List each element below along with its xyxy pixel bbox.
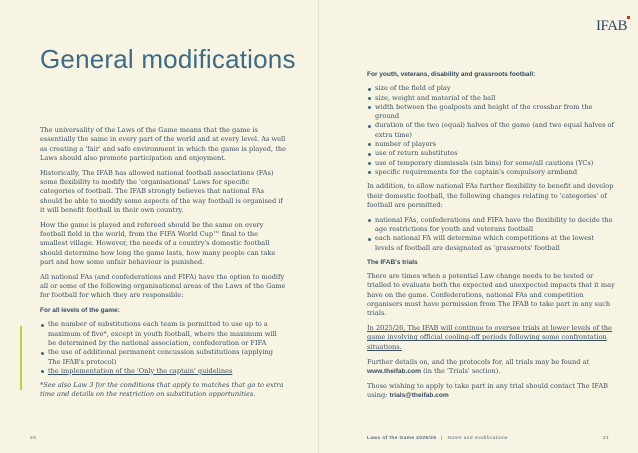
list-item: specific requirements for the captain's compulsory armband — [367, 168, 615, 177]
paragraph-historically: Historically, The IFAB has allowed national football associations (FAs) some flexibility to modify the 'organisational' Laws for specific categories of football. The IFAB strongly believes that national FAs should be able to modify some aspects of the way football is organised if it will benefit football in their own country. — [40, 168, 283, 214]
list-item: size, weight and material of the ball — [367, 94, 615, 103]
page-number-left: 20 — [30, 436, 37, 441]
logo-accent-mark — [627, 16, 630, 19]
youth-list — [367, 84, 615, 177]
left-column — [40, 126, 286, 405]
right-page — [319, 0, 638, 453]
footnote: *See also Law 3 for the conditions that apply to matches that go to extra time and details on the restriction on substitution opportunities. — [40, 381, 284, 399]
page-heading: General modifications — [40, 44, 296, 74]
list-item: the number of substitutions each team is permitted to use up to a maximum of five*, except in youth football, where the maximum will be determined by the national association, confederation or FIFA — [40, 320, 286, 348]
trials-heading: The IFAB's trials — [367, 258, 418, 266]
right-column — [367, 70, 615, 406]
footer-title — [367, 436, 508, 441]
further-details-suffix: (in the 'Trials' section). — [423, 366, 501, 375]
all-levels-heading: For all levels of the game: — [40, 307, 120, 315]
list-item: the use of additional permanent concussion substitutions (applying The IFAB's protocol) — [40, 348, 286, 367]
paragraph-how-game-played: How the game is played and refereed should be the same on every football field in the world, from the FIFA World Cup™ final to the smallest village. However, the needs of a country's domestic football should determine how long the game lasts, how many people can take part and how some unfair behaviour is punished. — [40, 220, 276, 266]
website-link[interactable]: www.theifab.com — [367, 367, 421, 375]
page-number-right: 21 — [603, 436, 610, 441]
captain-guidelines-link[interactable]: the implementation of the 'Only the captain' guidelines — [40, 367, 286, 376]
paragraph-contact — [367, 382, 615, 401]
list-item: use of temporary dismissals (sin bins) for some/all cautions (YCs) — [367, 159, 615, 168]
footer-separator: | — [441, 436, 443, 441]
paragraph-further-details — [367, 358, 615, 377]
list-item: national FAs, confederations and FIFA have the flexibility to decide the age restrictions for youth and veterans football — [367, 216, 615, 235]
margin-marker — [20, 326, 22, 390]
youth-heading: For youth, veterans, disability and grassroots football: — [367, 71, 536, 78]
paragraph-universality: The universality of the Laws of the Game means that the game is essentially the same in every part of the world and at every level. As well as creating a 'fair' and safe environment in which the game is played, the Laws should also promote participation and enjoyment. — [40, 126, 287, 162]
category-list — [367, 216, 615, 253]
list-item: number of players — [367, 140, 615, 149]
list-item: width between the goalposts and height of the crossbar from the ground — [367, 103, 615, 122]
contact-prefix: Those wishing to apply to take part in any trial should contact The IFAB using: — [367, 381, 608, 399]
list-item: size of the field of play — [367, 84, 615, 93]
list-item: each national FA will determine which competitions at the lowest levels of football are designated as 'grassroots' football — [367, 234, 615, 253]
footer-book-title: Laws of the Game 2025/26 — [367, 436, 437, 441]
all-levels-list — [40, 320, 286, 376]
trials-2025-link[interactable]: In 2025/26, The IFAB will continue to oversee trials at lower levels of the game involving official cooling-off periods following some confrontation situations. — [367, 324, 612, 351]
ifab-logo: IFAB — [596, 18, 628, 34]
paragraph-national-fas: All national FAs (and confederations and FIFA) have the option to modify all or some of the following organisational areas of the Laws of the Game for football for which they are responsible: — [40, 272, 286, 300]
footer-section: Notes and modifications — [447, 436, 508, 441]
paragraph-addition: In addition, to allow national FAs further flexibility to benefit and develop their domestic football, the following changes relating to 'categories' of football are permitted: — [367, 182, 614, 209]
paragraph-trials: There are times when a potential Law change needs to be tested or trialled to evaluate both the expected and unexpected impacts that it may have on the game. Confederations, national FAs and competition organisers must have permission from The IFAB to take part in any such trials. — [367, 272, 615, 318]
email-link[interactable]: trials@theifab.com — [389, 391, 449, 399]
further-details-prefix: Further details on, and the protocols for, all trials may be found at — [367, 357, 590, 366]
list-item: duration of the two (equal) halves of the game (and two equal halves of extra time) — [367, 121, 615, 140]
list-item: use of return substitutes — [367, 149, 615, 158]
